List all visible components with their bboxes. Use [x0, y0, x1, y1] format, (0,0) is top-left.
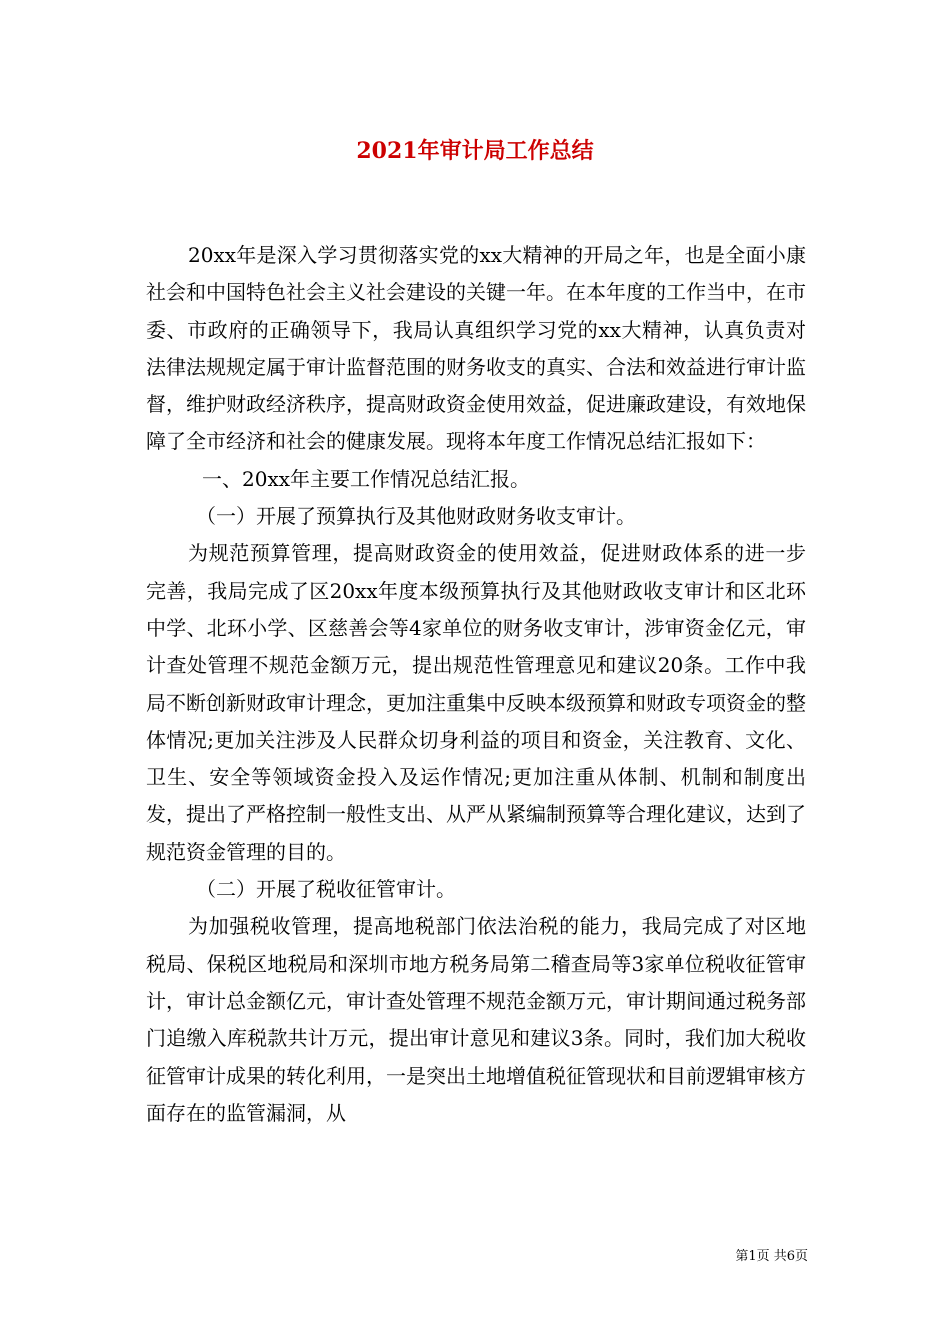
page-title: 2021年审计局工作总结	[356, 138, 594, 164]
budget-audit-paragraph: 为规范预算管理，提高财政资金的使用效益，促进财政体系的进一步完善，我局完成了区20xx年度本级预算执行及其他财政收支审计和区北环中学、北环小学、区慈善会等4家单位的财务收支审计，涉审资金亿元，审计查处管理不规范金额万元，提出规范性管理意见和建议20条。工作中我局不断创新财政审计理念，更加注重集中反映本级预算和财政专项资金的整体情况;更加关注涉及人民群众切身利益的项目和资金，关注教育、文化、卫生、安全等领域资金投入及运作情况;更加注重从体制、机制和制度出发，提出了严格控制一般性支出、从严从紧编制预算等合理化建议，达到了规范资金管理的目的。	[146, 541, 806, 864]
intro-paragraph: 20xx年是深入学习贯彻落实党的xx大精神的开局之年，也是全面小康社会和中国特色社会主义社会建设的关键一年。在本年度的工作当中，在市委、市政府的正确领导下，我局认真组织学习党的xx大精神，认真负责对法律法规规定属于审计监督范围的财务收支的真实、合法和效益进行审计监督，维护财政经济秩序，提高财政资金使用效益，促进廉政建设，有效地保障了全市经济和社会的健康发展。现将本年度工作情况总结汇报如下：	[146, 243, 806, 454]
section-heading-1: 一、20xx年主要工作情况总结汇报。	[202, 466, 531, 491]
document-body	[146, 237, 806, 1132]
subsection-heading-budget: （一）开展了预算执行及其他财政财务收支审计。	[196, 504, 636, 529]
tax-audit-paragraph: 为加强税收管理，提高地税部门依法治税的能力，我局完成了对区地税局、保税区地税局和深圳市地方税务局第二稽查局等3家单位税收征管审计，审计总金额亿元，审计查处管理不规范金额万元，审计期间通过税务部门追缴入库税款共计万元，提出审计意见和建议3条。同时，我们加大税收征管审计成果的转化利用，一是突出土地增值税征管现状和目前逻辑审核方面存在的监管漏洞，从	[146, 914, 806, 1125]
subsection-heading-tax: （二）开展了税收征管审计。	[196, 877, 456, 902]
page-number: 第1页 共6页	[735, 1249, 808, 1264]
